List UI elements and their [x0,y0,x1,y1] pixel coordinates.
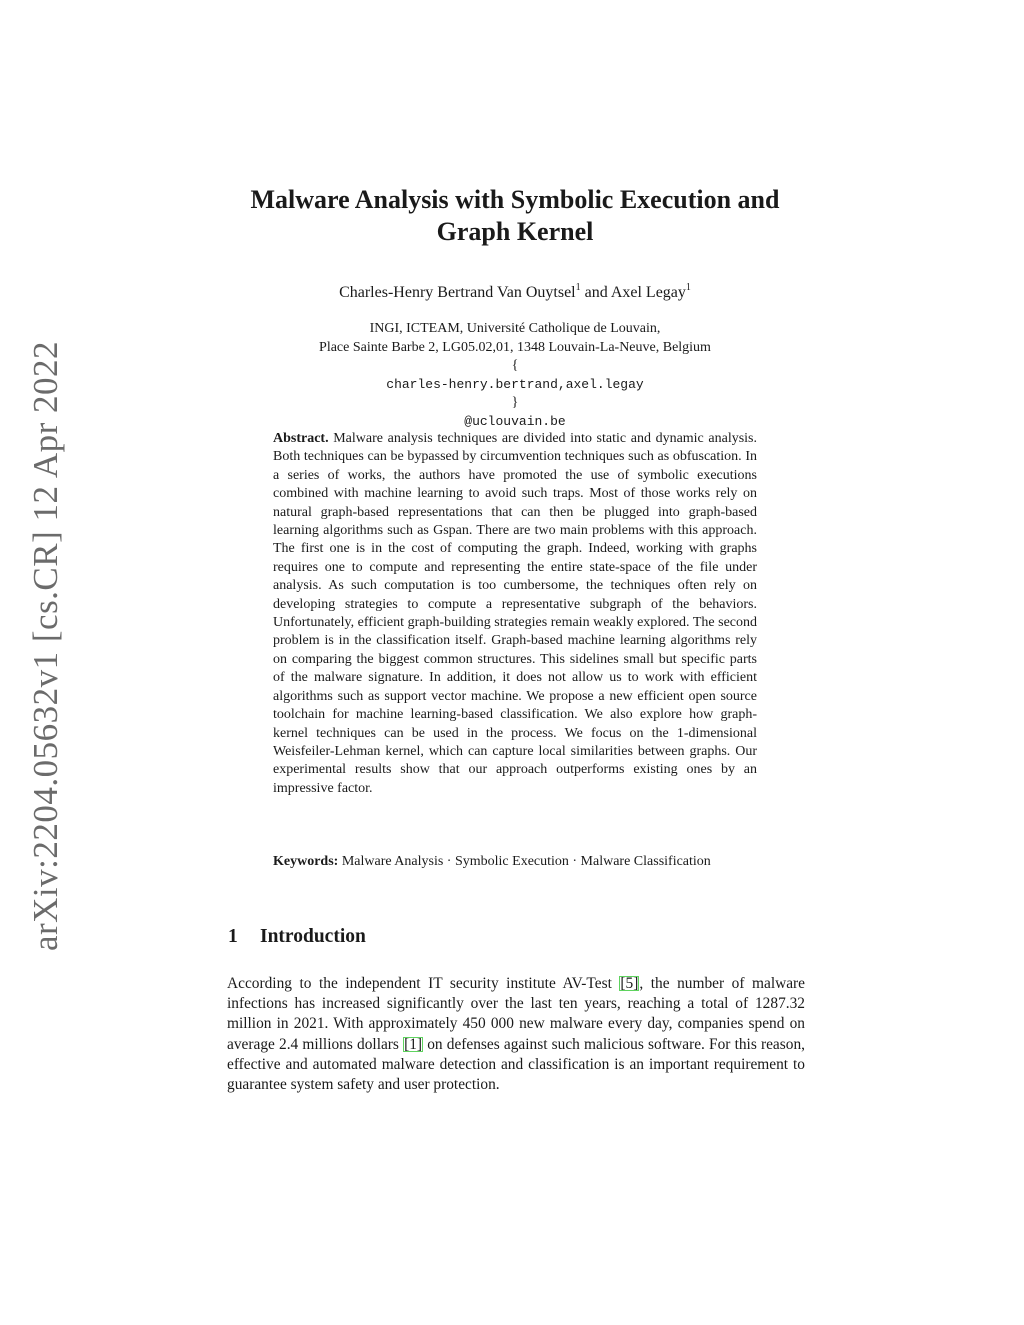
author-list [200,283,830,303]
intro-text-part-2: , the number of malware infections has increased significantly over the last ten years, reaching a total of 1287.32 million in 2021. With approximately 450 000 new malware every day, companies spend on average 2.4 millions dollars [227,975,806,1053]
email-names: charles-henry.bertrand,axel.legay [386,376,644,392]
email-brace-open: { [511,358,519,373]
author-conjunction: and [580,284,611,301]
section-number: 1 [228,926,238,947]
affiliation-block [200,320,830,431]
citation-link-5[interactable]: [5] [620,975,639,992]
email-domain: @uclouvain.be [464,413,566,429]
email-brace-close: } [511,395,519,410]
keywords [273,853,757,871]
affiliation-line-1: INGI, ICTEAM, Université Catholique de Louvain, [369,321,661,336]
author-emails [200,357,830,431]
author-affiliation-mark-1: 1 [575,282,581,293]
intro-text-part-3: on defenses against such malicious software. For this reason, effective and automated malware detection and classification is an important requirement to guarantee system safety and user protection. [227,1035,805,1094]
abstract-label: Abstract. [273,431,329,446]
author-affiliation-mark-2: 1 [685,282,691,293]
paper-title-line-1: Malware Analysis with Symbolic Execution and [250,185,780,214]
keywords-label: Keywords: [273,854,339,869]
citation-link-1[interactable]: [1] [404,1035,423,1053]
author-name-2: Axel Legay [610,284,686,301]
affiliation-line-2: Place Sainte Barbe 2, LG05.02,01, 1348 Louvain-La-Neuve, Belgium [319,339,711,355]
abstract [273,430,757,798]
section-title: Introduction [260,926,366,947]
abstract-text: Malware analysis techniques are divided into static and dynamic analysis. Both techniques can be bypassed by circumvention techniques such as obfuscation. In a series of works, the authors have promoted the use of symbolic executions combined with machine learning to avoid such traps. Most of those works rely on natural graph-based representations that can then be plugged into graph-based learning algorithms such as Gspan. There are two main problems with this approach. The first one is in the cost of computing the graph. Indeed, working with graphs requires one to compute and representing the entire state-space of the file under analysis. As such computation is too cumbersome, the techniques often rely on developing strategies to compute a representative subgraph of the behaviors. Unfortunately, efficient graph-building strategies remain weakly explored. The second problem is in the classification itself. Graph-based machine learning algorithms rely on comparing the biggest common structures. This sidelines small but specific parts of the malware signature. In addition, it does not allow us to work with efficient algorithms such as support vector machine. We propose a new efficient open source toolchain for machine learning-based classification. We also explore how graph-kernel techniques can be used in the process. We focus on the 1-dimensional Weisfeiler-Lehman kernel, which can capture local similarities between graphs. Our experimental results show that our approach outperforms existing ones by an impressive factor. [273,431,758,796]
arxiv-identifier: arXiv:2204.05632v1 [cs.CR] 12 Apr 2022 [26,340,65,952]
introduction-paragraph [227,974,805,1095]
section-heading-introduction [228,926,366,948]
intro-text-part-1: According to the independent IT security institute AV-Test [227,975,620,992]
paper-title [200,184,830,248]
author-name-1: Charles-Henry Bertrand Van Ouytsel [339,284,576,301]
paper-title-line-2: Graph Kernel [436,217,594,246]
keywords-text: Malware Analysis · Symbolic Execution · Malware Classification [341,854,711,869]
